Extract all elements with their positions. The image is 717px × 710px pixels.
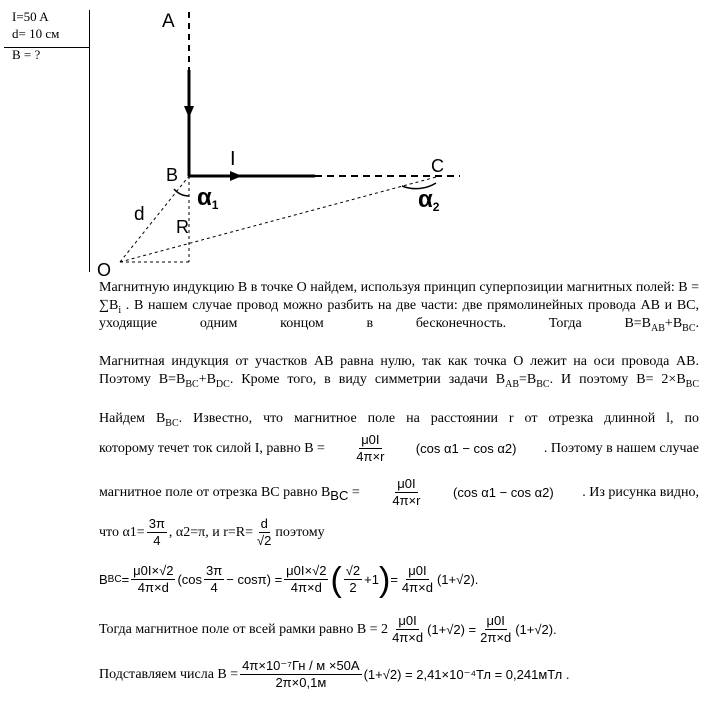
label-alpha1: α1 [197,184,219,212]
formula-line-numbers: Подставляем числа B = $\frac{\text{4π×10⁻⁷Гн / м ×50A}}{2\pi\times 0,1м}$ (1+√2) = 2,41×10⁻⁴Тл = 0,241мТл . [99,658,570,690]
label-current: I [230,148,236,170]
label-b: B [166,165,179,185]
current-arrow-down [184,106,194,118]
current-arrow-right [230,171,242,181]
paren-open: ( [330,560,342,599]
given-find: B = ? [12,47,41,62]
label-a: A [162,11,175,32]
formula-line-general: которому течет ток силой I, равно B = $\frac{\mu 0I}{4\pi\times r}$ (cos α1 − cos α2) . Поэтому в нашем случае [99,432,699,464]
formula-line-substitution: B BC = $\frac{\mu 0I\times√2}{4\pi\times d}$ (cos $\frac{3\pi}{4}$ − cosπ) = $\frac{\mu 0I\times√2}{4\pi\times d}$ ( $\frac{√2}{2}$ +1 ) = $\frac{\mu 0I}{4\pi\times d}$ (1+√2). [99,560,479,599]
formula-line-angles: что α1= $\frac{3\pi}{4}$ , α2=π, и r=R= $\frac{d}{√2}$ поэтому [99,516,325,548]
label-o: O [97,260,112,280]
solution-paragraph-2: Магнитная индукция от участков AB равна нулю, так как точка O лежит на оси провода AB. Поэтому $B=B_{BC}+B_{DC}$. Кроме того, в виду симметрии задачи $B_{AB}=B_{BC}$. И поэтому $B= 2\times B_{BC}$ [99,354,699,390]
label-r: R [176,217,189,237]
line-oc [120,176,440,262]
label-c: C [431,156,444,176]
given-current: I=50 A [12,9,49,24]
solution-paragraph-3: Найдем $B_{BC}$. Известно, что магнитное поле на расстоянии r от отрезка длинной l, по [99,411,699,429]
angle-arc-1 [174,189,189,196]
label-alpha2: α2 [418,186,440,214]
given-distance: d= 10 см [12,26,60,41]
paren-close: ) [379,560,391,599]
label-d: d [134,204,145,225]
formula-line-bc: магнитное поле от отрезка BC равно $B_{BC}$ = $\frac{\mu 0I}{4\pi\times r}$ (cos α1 − cos α2) . Из рисунка видно, [99,476,699,508]
solution-paragraph-1: Магнитную индукцию B в точке O найдем, используя принцип суперпозиции магнитных полей: $B = \sum B_i$ . В нашем случае провод можно разбить на две части: две прямолинейных провода AB и BC, уходящие одним концом в бесконечность. Тогда $B=B_{AB}+B_{BC}$. [99,280,699,334]
wire-figure [0,0,717,280]
formula-line-frame: Тогда магнитное поле от всей рамки равно B = 2 $\frac{\mu 0I}{4\pi\times d}$ (1+√2) = $\frac{\mu 0I}{2\pi\times d}$ (1+√2). [99,613,557,645]
